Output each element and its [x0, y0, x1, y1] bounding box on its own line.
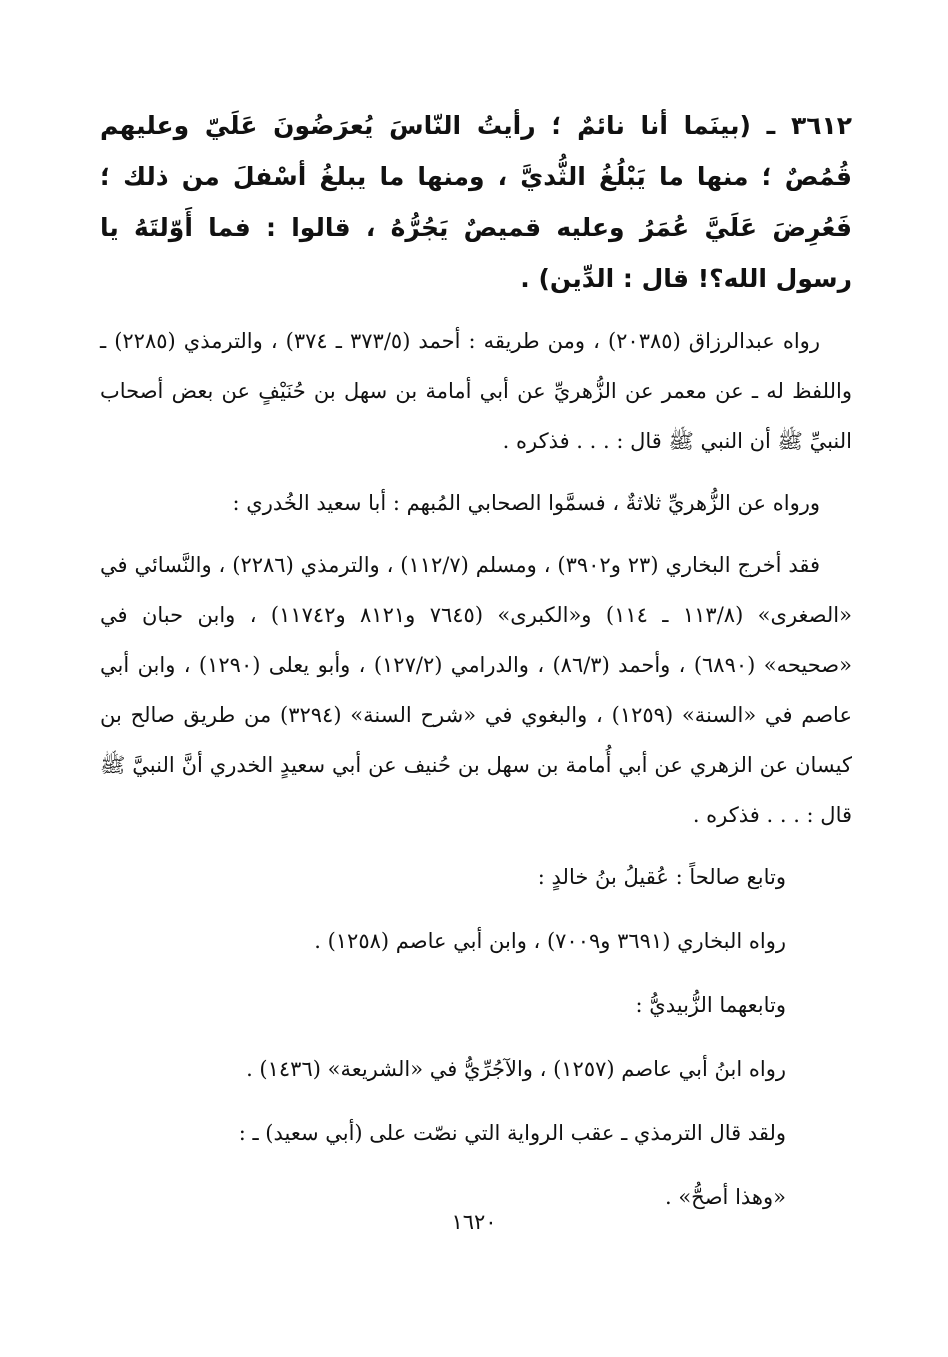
takhrij-paragraph: ورواه عن الزُّهريِّ ثلاثةٌ ، فسمَّوا الصحابي المُبهم : أبا سعيد الخُدري :	[232, 491, 820, 515]
page-body	[100, 100, 852, 1236]
page-number: ١٦٢٠	[451, 1210, 497, 1234]
takhrij-paragraph: وتابع صالحاً : عُقيلُ بنُ خالدٍ :	[537, 865, 786, 889]
takhrij-paragraph: رواه البخاري (٣٦٩١ و٧٠٠٩) ، وابن أبي عاصم (١٢٥٨) .	[314, 929, 786, 953]
takhrij-paragraph: رواه عبدالرزاق (٢٠٣٨٥) ، ومن طريقه : أحمد (٣٧٣/٥ ـ ٣٧٤) ، والترمذي (٢٢٨٥) ـ واللفظ له ـ عن معمر عن الزُّهريِّ عن أبي أمامة بن سهل بن حُنَيْفٍ عن بعض أصحاب النبيِّ ﷺ أن النبي ﷺ قال : . . . فذكره .	[100, 329, 852, 453]
takhrij-paragraph: «وهذا أصحُّ» .	[664, 1185, 786, 1209]
hadith-text: ٣٦١٢ ـ (بينَما أنا نائمٌ ؛ رأيتُ النّاسَ يُعرَضُونَ عَلَيّ وعليهم قُمُصٌ ؛ منها ما يَبْلُغُ الثُّديَّ ، ومنها ما يبلغُ أسْفلَ من ذلك ؛ فَعُرِضَ عَلَيَّ عُمَرُ وعليه قميصٌ يَجُرُّهُ ، قالوا : فما أَوّلتَهُ يا رسول الله؟! قال : الدِّين) .	[100, 111, 852, 293]
takhrij-paragraph: فقد أخرج البخاري (٢٣ و٣٩٠٢) ، ومسلم (١١٢/٧) ، والترمذي (٢٢٨٦) ، والنَّسائي في «الصغرى» (١١٣/٨ ـ ١١٤) و«الكبرى» (٧٦٤٥ و٨١٢١ و١١٧٤٢) ، وابن حبان في «صحيحه» (٦٨٩٠) ، وأحمد (٨٦/٣) ، والدرامي (١٢٧/٢) ، وأبو يعلى (١٢٩٠) ، وابن أبي عاصم في «السنة» (١٢٥٩) ، والبغوي في «شرح السنة» (٣٢٩٤) من طريق صالح بن كيسان عن الزهري عن أبي أُمامة بن سهل بن حُنيف عن أبي سعيدٍ الخدري أنَّ النبيَّ ﷺ قال : . . . فذكره .	[100, 553, 852, 827]
takhrij-section	[100, 316, 852, 1222]
takhrij-paragraph: ولقد قال الترمذي ـ عقب الرواية التي نصّت على (أبي سعيد) ـ :	[238, 1121, 786, 1145]
takhrij-paragraph: وتابعهما الزُّبيديُّ :	[635, 993, 786, 1017]
takhrij-paragraph: رواه ابنُ أبي عاصم (١٢٥٧) ، والآجُرِّيُّ في «الشريعة» (١٤٣٦) .	[246, 1057, 786, 1081]
